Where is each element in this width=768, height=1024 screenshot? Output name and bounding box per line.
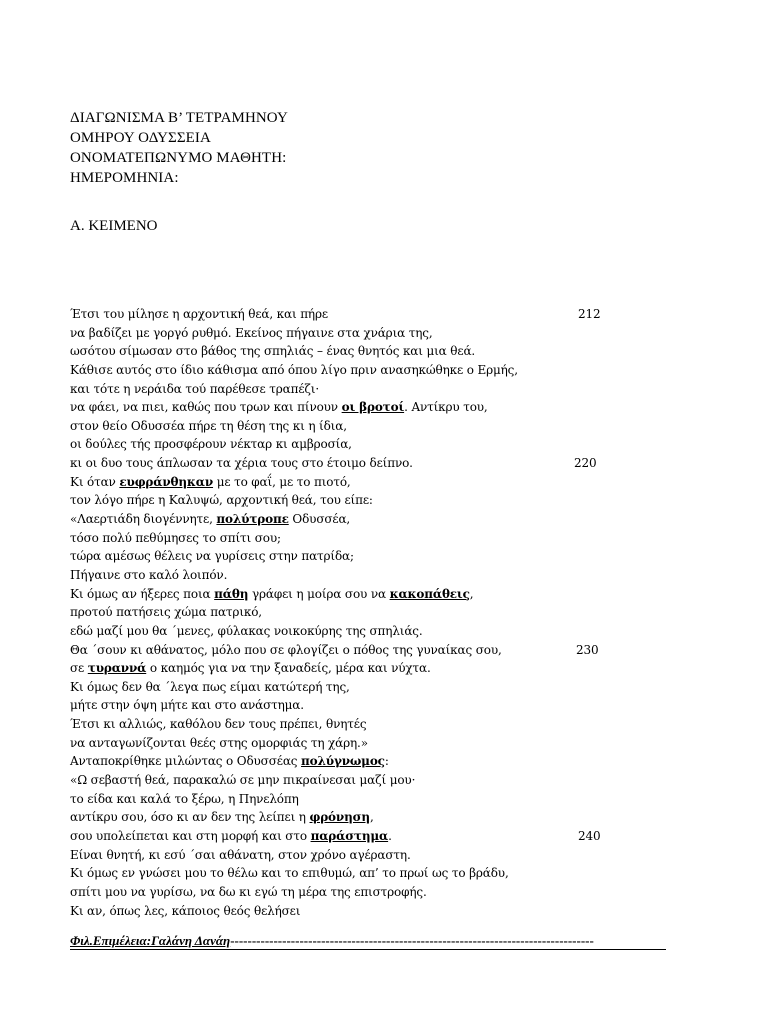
poem-line: τον λόγο πήρε η Καλυψώ, αρχοντική θεά, του είπε:: [70, 493, 373, 508]
poem-line-text: «Λαερτιάδη διογέννητε,: [70, 512, 217, 527]
date-label: ΗΜΕΡΟΜΗΝΙΑ:: [70, 170, 179, 186]
poem-line-text: .: [388, 828, 392, 843]
poem-line: μήτε στην όψη μήτε και στο ανάστημα.: [70, 698, 304, 713]
poem-line: στον θείο Οδυσσέα πήρε τη θέση της κι η ίδια,: [70, 418, 347, 433]
footer-author: Φιλ.Επιμέλεια:Γαλάνη Δανάη: [70, 933, 231, 948]
student-name-label: ΟΝΟΜΑΤΕΠΩΝΥΜΟ ΜΑΘΗΤΗ:: [70, 150, 287, 166]
poem-line-text: σου υπολείπεται και στη μορφή και στο: [70, 828, 311, 843]
poem-line: και τότε η νεράιδα τού παρέθεσε τραπέζι·: [70, 381, 320, 396]
footer: [70, 932, 666, 950]
keyword: οι βροτοί: [341, 400, 405, 415]
poem-line-text: Κι όμως αν ήξερες ποια: [70, 586, 215, 601]
line-number: 212: [578, 307, 601, 321]
keyword: φρόνηση: [309, 810, 370, 825]
poem-line: «Ω σεβαστή θεά, παρακαλώ σε μην πικραίνεσαι μαζί μου·: [70, 773, 416, 788]
poem-line: προτού πατήσεις χώμα πατρικό,: [70, 605, 262, 620]
poem-line: να βαδίζει με γοργό ρυθμό. Εκείνος πήγαινε στα χνάρια της,: [70, 325, 433, 340]
footer-dashes: ------------------------------------------------------------------------------------: [230, 933, 594, 948]
footer-rule: [70, 949, 666, 950]
poem-line: [70, 473, 610, 492]
poem-line: οι δούλες τής προσφέρουν νέκταρ κι αμβροσία,: [70, 437, 352, 452]
poem-line-text: ο καημός για να την ξαναδείς, μέρα και νύχτα.: [146, 661, 431, 676]
section-title: Α. ΚΕΙΜΕΝΟ: [70, 218, 158, 234]
poem-line: σπίτι μου να γυρίσω, να δω κι εγώ τη μέρα της επιστροφής.: [70, 884, 427, 899]
poem-line-text: Θα ΄σουν κι αθάνατος, μόλο που σε φλογίζει ο πόθος της γυναίκας σου,: [70, 642, 502, 657]
poem-line: Έτσι κι αλλιώς, καθόλου δεν τους πρέπει, θνητές: [70, 717, 367, 732]
poem-line-text: να φάει, να πιει, καθώς που τρων και πίνουν: [70, 400, 342, 415]
exam-title: ΔΙΑΓΩΝΙΣΜΑ Β’ ΤΕΤΡΑΜΗΝΟΥ: [70, 110, 288, 126]
poem-line-text: σε: [70, 661, 88, 676]
keyword: παράστημα: [310, 828, 389, 843]
poem-line-text: με το φαΐ, με το πιοτό,: [213, 474, 351, 489]
line-number: 240: [578, 828, 601, 843]
poem-line-text: ,: [369, 810, 374, 825]
poem-line: [70, 454, 610, 473]
line-number: 230: [576, 642, 599, 657]
poem-line: Κι όμως εν γνώσει μου το θέλω και το επιθυμώ, απ’ το πρωί ως το βράδυ,: [70, 866, 509, 881]
poem-line-text: Ανταποκρίθηκε μιλώντας ο Οδυσσέας: [70, 754, 302, 769]
poem-line-text: κι οι δυο τους άπλωσαν τα χέρια τους στο έτοιμο δείπνο.: [70, 456, 413, 471]
poem-line: [70, 752, 610, 771]
poem-line: τώρα αμέσως θέλεις να γυρίσεις στην πατρίδα;: [70, 549, 354, 564]
poem-line: Είναι θνητή, κι εσύ ΄σαι αθάνατη, στον χρόνο αγέραστη.: [70, 847, 411, 862]
exam-header: [70, 108, 288, 188]
poem-line-text: αντίκρυ σου, όσο κι αν δεν της λείπει η: [70, 810, 310, 825]
poem-line: Κι όμως δεν θα ΄λεγα πως είμαι κατώτερή της,: [70, 679, 350, 694]
poem-line: Πήγαινε στο καλό λοιπόν.: [70, 567, 228, 582]
keyword: πολύτροπε: [216, 512, 289, 527]
poem-line: το είδα και καλά το ξέρω, η Πηνελόπη: [70, 791, 299, 806]
poem-line: [70, 827, 610, 846]
poem-line-text: γράφει η μοίρα σου να: [248, 586, 390, 601]
poem-line: εδώ μαζί μου θα ΄μενες, φύλακας νοικοκύρης της σπηλιάς.: [70, 623, 423, 638]
poem-line-text: Οδυσσέα,: [288, 512, 351, 527]
poem-line-text: :: [384, 754, 389, 769]
poem-line: ωσότου σίμωσαν στο βάθος της σπηλιάς – ένας θνητός και μια θεά.: [70, 344, 476, 359]
poem-line-text: Έτσι του μίλησε η αρχοντική θεά, και πήρε: [70, 307, 328, 321]
exam-subject: ΟΜΗΡΟΥ ΟΔΥΣΣΕΙΑ: [70, 130, 211, 146]
poem-line-text: Κι όταν: [70, 474, 120, 489]
keyword: πάθη: [214, 586, 249, 601]
line-number: 220: [574, 456, 597, 471]
poem-text: [70, 305, 610, 920]
poem-line-text: . Αντίκρυ του,: [404, 400, 488, 415]
poem-line: [70, 305, 610, 324]
poem-line: [70, 641, 610, 660]
keyword: πολύγνωμος: [301, 754, 385, 769]
poem-line: να ανταγωνίζονται θεές στης ομορφιάς τη χάρη.»: [70, 735, 368, 750]
poem-line: Κάθισε αυτός στο ίδιο κάθισμα από όπου λίγο πριν ανασηκώθηκε ο Ερμής,: [70, 362, 518, 377]
poem-line: [70, 808, 610, 827]
poem-line: [70, 510, 610, 529]
poem-line: [70, 585, 610, 604]
keyword: τυραννά: [87, 661, 147, 676]
poem-line-text: ,: [469, 586, 474, 601]
poem-line: [70, 398, 610, 417]
poem-line: Κι αν, όπως λες, κάποιος θεός θελήσει: [70, 903, 301, 918]
keyword: ευφράνθηκαν: [119, 474, 214, 489]
keyword: κακοπάθεις: [389, 586, 470, 601]
poem-line: [70, 659, 610, 678]
poem-line: τόσο πολύ πεθύμησες το σπίτι σου;: [70, 530, 281, 545]
